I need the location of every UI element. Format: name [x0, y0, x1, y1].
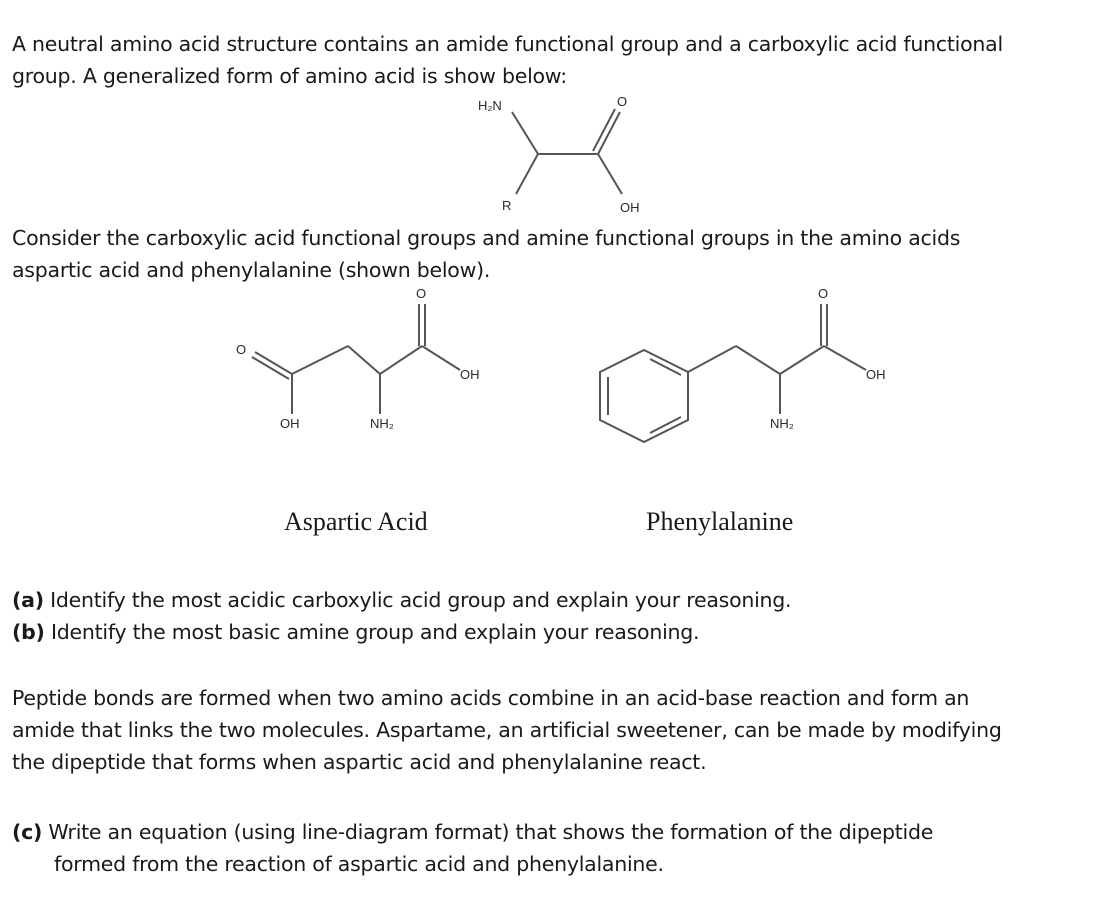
intro-line-2: group. A generalized form of amino acid is show below:: [12, 64, 567, 88]
intro-paragraph: [12, 28, 1003, 92]
asp-amine-label: NH₂: [370, 416, 394, 431]
asp-bottom-oh-label: OH: [280, 416, 300, 431]
generic-amino-acid-structure: [460, 90, 660, 220]
bond-alpha-carbonyl: [780, 346, 824, 374]
r-group-label: R: [502, 198, 512, 213]
question-c-line-1: Write an equation (using line-diagram format) that shows the formation of the dipeptide: [48, 820, 934, 844]
peptide-line-1: Peptide bonds are formed when two amino acids combine in an acid-base reaction and form an: [12, 686, 970, 710]
bond-c3-c4: [380, 346, 422, 374]
question-a-text: Identify the most acidic carboxylic acid group and explain your reasoning.: [50, 588, 792, 612]
question-c-line-2: formed from the reaction of aspartic acid and phenylalanine.: [54, 852, 664, 876]
peptide-paragraph: [12, 682, 1002, 778]
phe-amine-label: NH₂: [770, 416, 794, 431]
carbonyl-o-label: O: [617, 94, 628, 109]
question-c-label: (c): [12, 820, 43, 844]
intro-line-1: A neutral amino acid structure contains an amide functional group and a carboxylic acid functional: [12, 32, 1003, 56]
benzene-ring: [600, 350, 688, 442]
aspartic-acid-structure: [230, 282, 510, 442]
hydroxyl-label: OH: [620, 200, 640, 215]
bond-c1-c2: [292, 346, 348, 374]
bond-carbonyl-oh: [824, 346, 866, 370]
asp-right-oh-label: OH: [460, 367, 480, 382]
bond-c4-oh: [422, 346, 460, 370]
peptide-line-3: the dipeptide that forms when aspartic acid and phenylalanine react.: [12, 750, 707, 774]
aspartic-acid-caption: Aspartic Acid: [284, 507, 428, 536]
phe-oh-label: OH: [866, 367, 886, 382]
peptide-line-2: amide that links the two molecules. Aspartame, an artificial sweetener, can be made by modifying: [12, 718, 1002, 742]
asp-left-o-label: O: [236, 342, 247, 357]
phenylalanine-structure: [590, 282, 910, 442]
consider-paragraph: [12, 222, 960, 286]
consider-line-1: Consider the carboxylic acid functional groups and amine functional groups in the amino acids: [12, 226, 961, 250]
question-b: [12, 616, 699, 648]
question-a-label: (a): [12, 588, 44, 612]
bond-carbonyl-oh: [598, 154, 622, 194]
bond-ring-ch2: [688, 346, 736, 372]
bond-n-alpha: [512, 112, 538, 154]
phe-top-o-label: O: [818, 286, 829, 301]
question-b-text: Identify the most basic amine group and explain your reasoning.: [50, 620, 700, 644]
bond-ch2-alpha: [736, 346, 780, 374]
asp-top-o-label: O: [416, 286, 427, 301]
question-b-label: (b): [12, 620, 45, 644]
question-c: [12, 816, 933, 880]
question-a: [12, 584, 791, 616]
bond-c2-c3: [348, 346, 380, 374]
amine-label: H₂N: [478, 98, 502, 113]
consider-line-2: aspartic acid and phenylalanine (shown below).: [12, 258, 491, 282]
bond-alpha-r: [516, 154, 538, 194]
phenylalanine-caption: Phenylalanine: [646, 507, 794, 536]
